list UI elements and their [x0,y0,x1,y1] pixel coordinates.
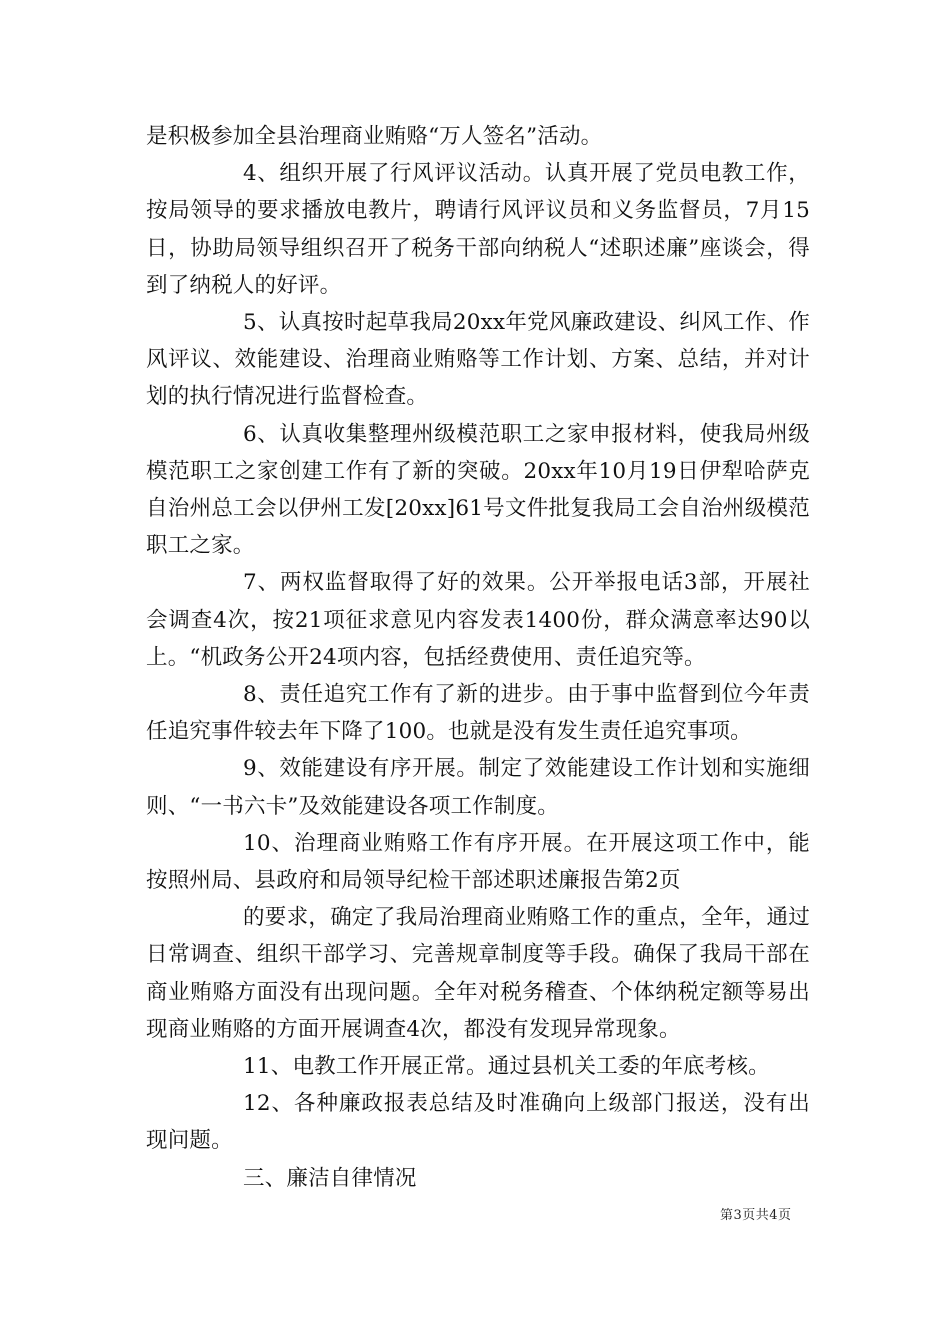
paragraph-item-4: 4、组织开展了行风评议活动。认真开展了党员电教工作，按局领导的要求播放电教片，聘请行风评议员和义务监督员，7月15日，协助局领导组织召开了税务干部向纳税人“述职述廉”座谈会，得到了纳税人的好评。 [146,161,810,298]
paragraph-item-10-continued: 的要求，确定了我局治理商业贿赂工作的重点，全年，通过日常调查、组织干部学习、完善规章制度等手段。确保了我局干部在商业贿赂方面没有出现问题。全年对税务稽查、个体纳税定额等易出现商业贿赂的方面开展调查4次，都没有发现异常现象。 [146,905,810,1042]
paragraph-item-9: 9、效能建设有序开展。制定了效能建设工作计划和实施细则、“一书六卡”及效能建设各项工作制度。 [146,756,810,819]
paragraph-continuation: 是积极参加全县治理商业贿赂“万人签名”活动。 [146,124,603,149]
paragraph-item-8: 8、责任追究工作有了新的进步。由于事中监督到位今年责任追究事件较去年下降了100。也就是没有发生责任追究事项。 [146,682,810,745]
paragraph-item-11: 11、电教工作开展正常。通过县机关工委的年底考核。 [243,1054,770,1080]
document-body [146,118,810,1197]
section-heading-3: 三、廉洁自律情况 [243,1165,417,1191]
paragraph-item-5: 5、认真按时起草我局20xx年党风廉政建设、纠风工作、作风评议、效能建设、治理商业贿赂等工作计划、方案、总结，并对计划的执行情况进行监督检查。 [146,310,810,410]
paragraph-item-7: 7、两权监督取得了好的效果。公开举报电话3部，开展社会调查4次，按21项征求意见内容发表1400份，群众满意率达90以上。“机政务公开24项内容，包括经费使用、责任追究等。 [146,570,810,670]
paragraph-item-10: 10、治理商业贿赂工作有序开展。在开展这项工作中，能按照州局、县政府和局领导纪检干部述职述廉报告第2页 [146,830,810,894]
paragraph-item-6: 6、认真收集整理州级模范职工之家申报材料，使我局州级模范职工之家创建工作有了新的突破。20xx年10月19日伊犁哈萨克自治州总工会以伊州工发[20xx]61号文件批复我局工会自治州级模范职工之家。 [146,421,810,559]
page-number-footer: 第3页共4页 [720,1208,792,1223]
paragraph-item-12: 12、各种廉政报表总结及时准确向上级部门报送，没有出现问题。 [146,1091,810,1154]
